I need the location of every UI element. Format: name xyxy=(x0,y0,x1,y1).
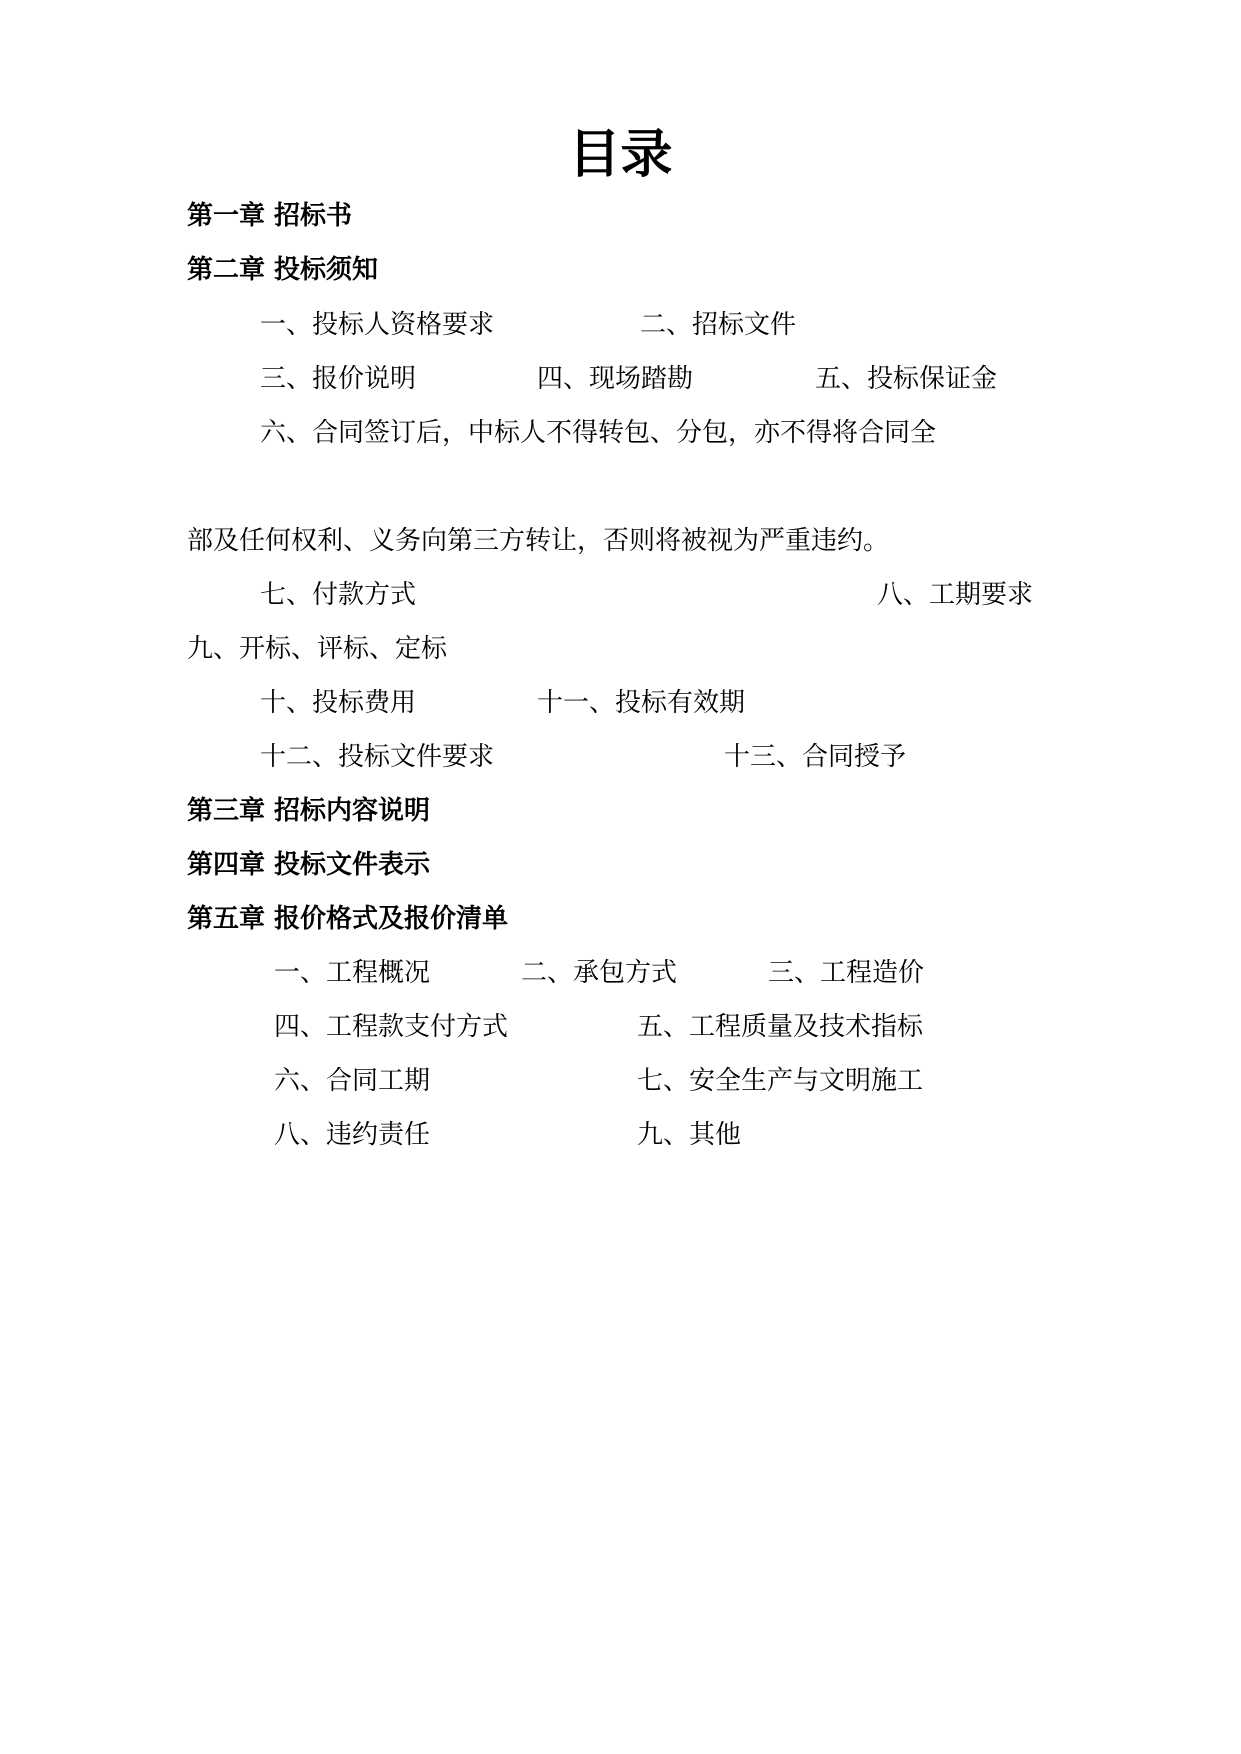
chapter-2-heading: 第二章 投标须知 xyxy=(187,255,379,285)
ch2-item-3: 三、报价说明 xyxy=(260,364,417,394)
ch5-item-1: 一、工程概况 xyxy=(274,958,431,988)
ch5-item-2: 二、承包方式 xyxy=(521,958,678,988)
ch5-item-3: 三、工程造价 xyxy=(768,958,925,988)
ch5-item-6: 六、合同工期 xyxy=(274,1066,431,1096)
ch2-item-9: 九、开标、评标、定标 xyxy=(187,634,448,664)
ch5-item-9: 九、其他 xyxy=(637,1120,742,1150)
ch2-item-7: 七、付款方式 xyxy=(260,580,417,610)
ch2-item-6-line-2: 部及任何权利、义务向第三方转让，否则将被视为严重违约。 xyxy=(187,526,890,556)
chapter-4-heading: 第四章 投标文件表示 xyxy=(187,850,431,880)
ch2-item-11: 十一、投标有效期 xyxy=(537,688,746,718)
ch2-item-6-line-1: 六、合同签订后，中标人不得转包、分包，亦不得将合同全 xyxy=(260,418,937,448)
ch2-item-1: 一、投标人资格要求 xyxy=(260,310,495,340)
ch2-item-12: 十二、投标文件要求 xyxy=(260,742,495,772)
chapter-1-heading: 第一章 招标书 xyxy=(187,201,353,231)
ch2-item-5: 五、投标保证金 xyxy=(815,364,998,394)
ch5-item-7: 七、安全生产与文明施工 xyxy=(637,1066,924,1096)
ch2-item-10: 十、投标费用 xyxy=(260,688,417,718)
chapter-5-heading: 第五章 报价格式及报价清单 xyxy=(187,904,509,934)
ch2-item-2: 二、招标文件 xyxy=(640,310,797,340)
ch2-item-8: 八、工期要求 xyxy=(877,580,1034,610)
ch5-item-5: 五、工程质量及技术指标 xyxy=(637,1012,924,1042)
ch5-item-8: 八、违约责任 xyxy=(274,1120,431,1150)
chapter-3-heading: 第三章 招标内容说明 xyxy=(187,796,431,826)
page-title: 目录 xyxy=(568,124,673,185)
ch5-item-4: 四、工程款支付方式 xyxy=(274,1012,509,1042)
ch2-item-13: 十三、合同授予 xyxy=(724,742,907,772)
ch2-item-4: 四、现场踏勘 xyxy=(537,364,694,394)
